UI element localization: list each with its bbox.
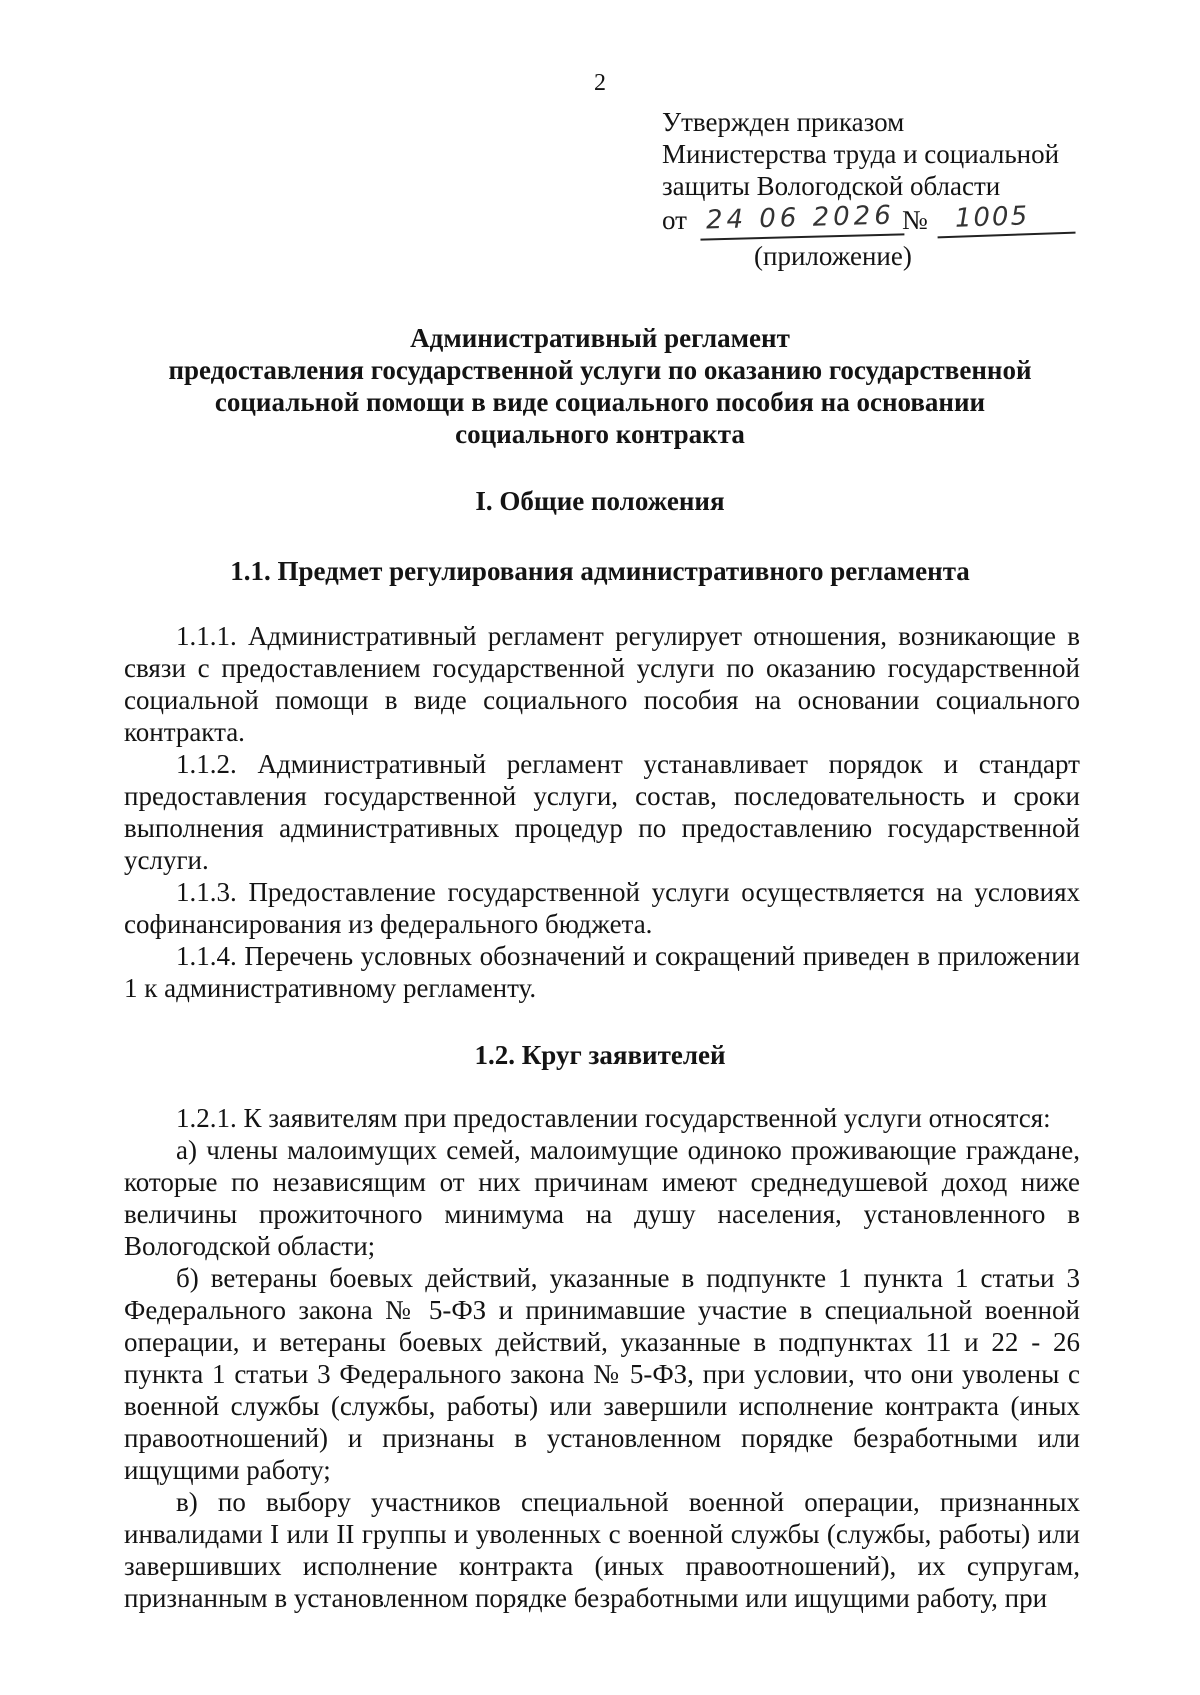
paragraph-1-1-1: 1.1.1. Административный регламент регулирует отношения, возникающие в связи с предоставлением государственной услуги по оказанию государственной социальной помощи в виде социального пособия на основании социального контракта.	[124, 621, 1080, 747]
title-line-4: социального контракта	[455, 419, 745, 449]
paragraph-1-2-1: 1.2.1. К заявителям при предоставлении государственной услуги относятся:	[176, 1103, 1051, 1133]
approval-stamp-block	[662, 106, 1082, 272]
approval-line-3: защиты Вологодской области	[662, 171, 1001, 201]
number-prefix: №	[902, 205, 928, 235]
title-line-3: социальной помощи в виде социального пособия на основании	[214, 387, 986, 417]
approval-date-number-row	[662, 202, 1082, 240]
subsection-heading-1-1: 1.1. Предмет регулирования административного регламента	[230, 556, 970, 586]
approval-line-1: Утвержден приказом	[662, 107, 905, 137]
page-number: 2	[594, 70, 606, 96]
appendix-label: (приложение)	[754, 241, 912, 271]
paragraph-1-1-3: 1.1.3. Предоставление государственной услуги осуществляется на условиях софинансирования из федерального бюджета.	[124, 877, 1080, 939]
paragraph-item-b: б) ветераны боевых действий, указанные в подпункте 1 пункта 1 статьи 3 Федерального закона № 5-ФЗ и принимавшие участие в специальной военной операции, и ветераны боевых действий, указанные в подпунктах 11 и 22 - 26 пункта 1 статьи 3 Федерального закона № 5-ФЗ, при условии, что они уволены с военной службы (службы, работы) или завершили исполнение контракта (иных правоотношений) и признаны в установленном порядке безработными или ищущими работу;	[124, 1263, 1080, 1485]
approval-line-2: Министерства труда и социальной	[662, 139, 1060, 169]
subsection-1-2-body	[124, 1102, 1080, 1614]
paragraph-1-1-4: 1.1.4. Перечень условных обозначений и сокращений приведен в приложении 1 к административному регламенту.	[124, 941, 1080, 1003]
section-heading-general: I. Общие положения	[475, 486, 725, 516]
subsection-heading-1-2: 1.2. Круг заявителей	[474, 1040, 726, 1070]
date-prefix: от	[662, 205, 687, 235]
handwritten-date: 24 06 2026	[700, 199, 905, 240]
title-line-1: Административный регламент	[410, 323, 790, 353]
handwritten-order-number: 1005	[936, 200, 1075, 239]
title-line-2: предоставления государственной услуги по оказанию государственной	[168, 355, 1032, 385]
paragraph-item-a: а) члены малоимущих семей, малоимущие одиноко проживающие граждане, которые по независящим от них причинам имеют среднедушевой доход ниже величины прожиточного минимума на душу населения, установленного в Вологодской области;	[124, 1135, 1080, 1261]
paragraph-1-1-2: 1.1.2. Административный регламент устанавливает порядок и стандарт предоставления государственной услуги, состав, последовательность и сроки выполнения административных процедур по предоставлению государственной услуги.	[124, 749, 1080, 875]
document-title	[150, 322, 1050, 450]
paragraph-item-v: в) по выбору участников специальной военной операции, признанных инвалидами I или II группы и уволенных с военной службы (службы, работы) или завершивших исполнение контракта (иных правоотношений), их супругам, признанным в установленном порядке безработными или ищущими работу, при	[124, 1487, 1080, 1613]
subsection-1-1-body	[124, 620, 1080, 1004]
